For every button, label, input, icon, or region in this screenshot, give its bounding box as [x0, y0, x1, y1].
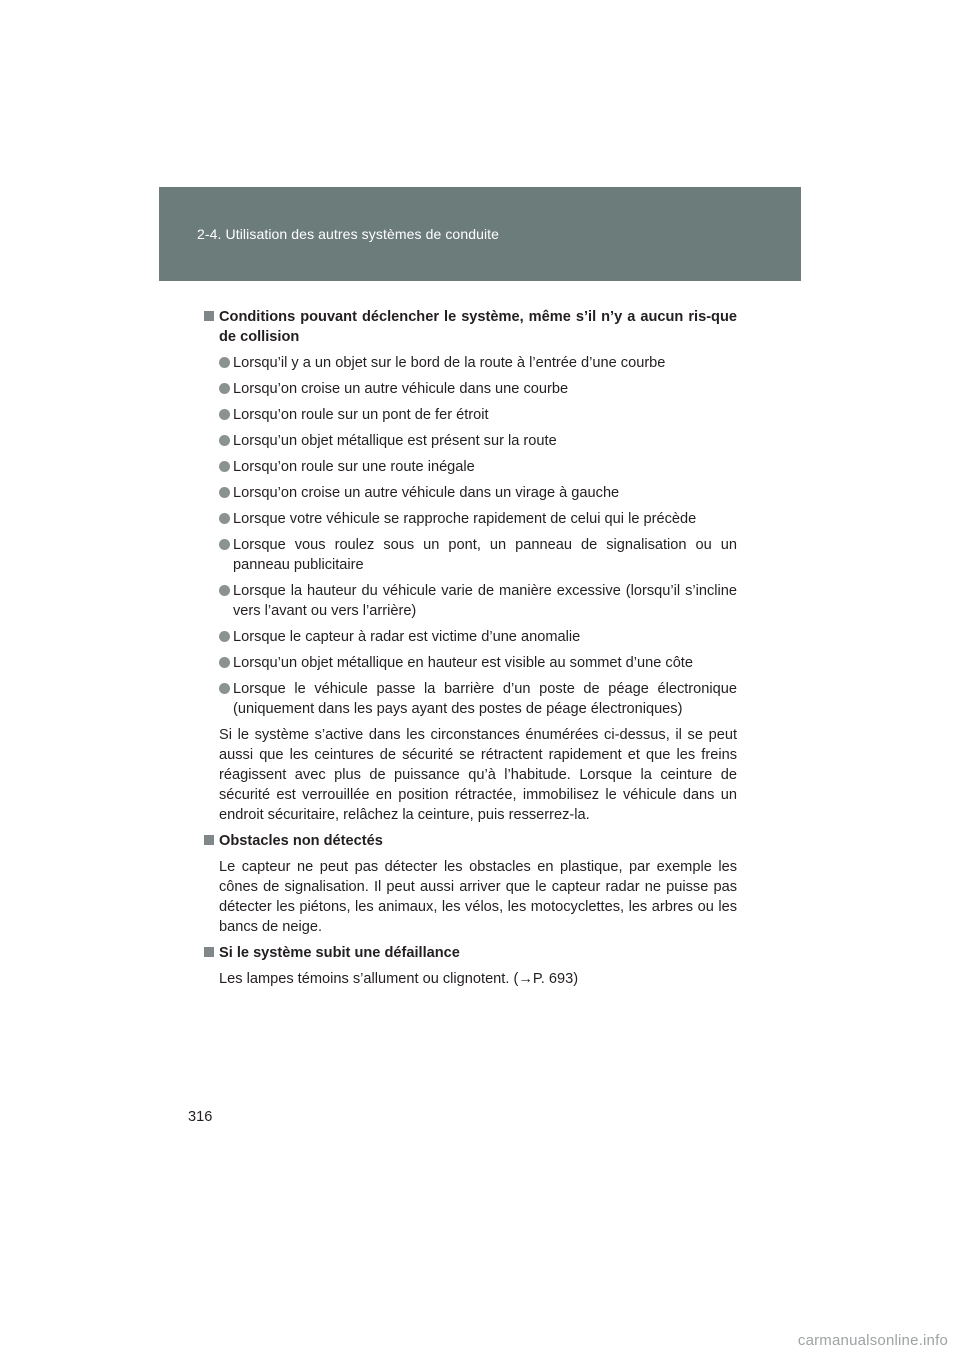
list-item	[204, 483, 737, 503]
list-item	[204, 353, 737, 373]
square-bullet-icon	[204, 311, 214, 321]
round-bullet-icon	[219, 357, 230, 368]
page-number: 316	[188, 1109, 213, 1125]
round-bullet-icon	[219, 435, 230, 446]
list-item-text: Lorsqu’on croise un autre véhicule dans une courbe	[233, 381, 569, 397]
round-bullet-icon	[219, 657, 230, 668]
list-item-text: Lorsque votre véhicule se rapproche rapidement de celui qui le précède	[233, 511, 697, 527]
body-paragraph: Le capteur ne peut pas détecter les obstacles en plastique, par exemple les cônes de signalisation. Il peut aussi arriver que le capteur radar ne puisse pas détecter les piétons, les animaux, les vélos, les motocyclettes, les arbres ou les bancs de neige.	[219, 859, 737, 935]
square-bullet-icon	[204, 835, 214, 845]
section-heading-text: Si le système subit une défaillance	[219, 945, 460, 961]
round-bullet-icon	[219, 409, 230, 420]
list-item	[204, 627, 737, 647]
round-bullet-icon	[219, 513, 230, 524]
page-content	[204, 307, 737, 995]
round-bullet-icon	[219, 461, 230, 472]
round-bullet-icon	[219, 383, 230, 394]
list-item	[204, 535, 737, 575]
list-item-text: Lorsqu’un objet métallique est présent sur la route	[233, 433, 557, 449]
chapter-header-band	[159, 187, 801, 281]
list-item	[204, 581, 737, 621]
list-item	[204, 379, 737, 399]
round-bullet-icon	[219, 631, 230, 642]
section-heading-text: Conditions pouvant déclencher le système, même s’il n’y a aucun ris-que de collision	[219, 309, 737, 345]
round-bullet-icon	[219, 683, 230, 694]
list-item-text: Lorsque la hauteur du véhicule varie de manière excessive (lorsqu’il s’incline vers l’avant ou vers l’arrière)	[233, 583, 737, 619]
list-item-text: Lorsqu’un objet métallique en hauteur est visible au sommet d’une côte	[233, 655, 693, 671]
list-item-text: Lorsque vous roulez sous un pont, un panneau de signalisation ou un panneau publicitaire	[233, 537, 737, 573]
round-bullet-icon	[219, 539, 230, 550]
watermark-text: carmanualsonline.info	[797, 1332, 948, 1349]
list-item-text: Lorsque le véhicule passe la barrière d’un poste de péage électronique (uniquement dans les pays ayant des postes de péage électroniques)	[233, 681, 737, 717]
list-item-text: Lorsqu’on roule sur une route inégale	[233, 459, 475, 475]
body-paragraph: Si le système s’active dans les circonstances énumérées ci-dessus, il se peut aussi que les ceintures de sécurité se rétractent rapidement et que les freins réagissent avec plus de puissance qu’à l’habitude. Lorsque la ceinture de sécurité est verrouillée en position rétractée, immobilisez le véhicule dans un endroit sécuritaire, relâchez la ceinture, puis resserrez-la.	[219, 727, 737, 823]
list-item	[204, 457, 737, 477]
round-bullet-icon	[219, 585, 230, 596]
list-item	[204, 653, 737, 673]
section-heading-malfunction	[204, 943, 737, 963]
list-item	[204, 679, 737, 719]
section-heading-text: Obstacles non détectés	[219, 833, 383, 849]
square-bullet-icon	[204, 947, 214, 957]
section-heading-conditions	[204, 307, 737, 347]
list-item-text: Lorsqu’on croise un autre véhicule dans un virage à gauche	[233, 485, 620, 501]
list-item-text: Lorsqu’il y a un objet sur le bord de la route à l’entrée d’une courbe	[233, 355, 666, 371]
list-item-text: Lorsqu’on roule sur un pont de fer étroit	[233, 407, 489, 423]
list-item-text: Lorsque le capteur à radar est victime d’une anomalie	[233, 629, 581, 645]
chapter-title: 2-4. Utilisation des autres systèmes de conduite	[197, 226, 500, 242]
list-item	[204, 509, 737, 529]
list-item	[204, 405, 737, 425]
body-paragraph: Les lampes témoins s’allument ou clignotent. (→P. 693)	[219, 971, 579, 987]
round-bullet-icon	[219, 487, 230, 498]
list-item	[204, 431, 737, 451]
section-heading-obstacles	[204, 831, 737, 851]
